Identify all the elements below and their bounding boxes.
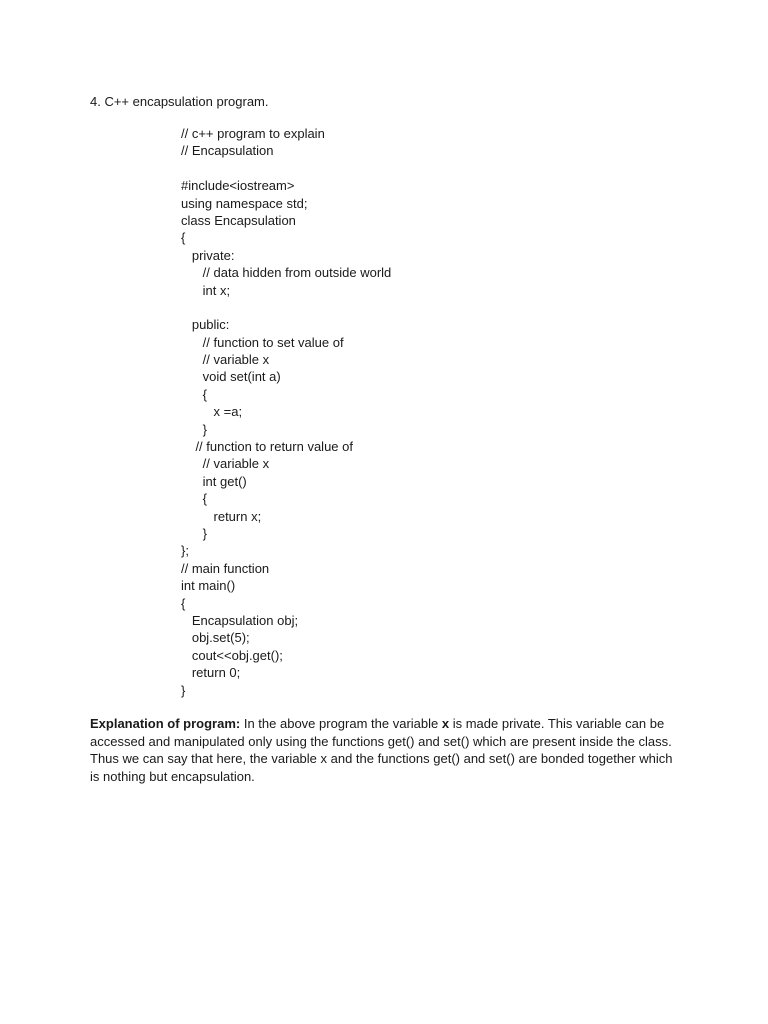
code-listing <box>181 125 391 699</box>
code-line: // data hidden from outside world <box>181 265 392 281</box>
explanation-label: Explanation of program: <box>90 716 241 731</box>
code-line: x =a; <box>181 404 243 420</box>
code-line: { <box>181 491 208 507</box>
code-line: } <box>181 682 186 698</box>
code-line: // c++ program to explain <box>181 126 325 141</box>
explanation-paragraph <box>90 715 680 785</box>
code-line: private: <box>181 247 235 263</box>
explanation-text-before: In the above program the variable <box>240 716 442 731</box>
code-line: // function to return value of <box>181 439 353 455</box>
code-line: #include<iostream> <box>181 178 295 194</box>
code-line: public: <box>181 317 230 333</box>
code-line: // main function <box>181 560 270 576</box>
code-line: // variable x <box>181 352 270 368</box>
code-line: { <box>181 595 186 611</box>
code-line: cout<<obj.get(); <box>181 647 283 663</box>
code-line: using namespace std; <box>181 195 308 211</box>
code-line: { <box>181 230 186 246</box>
code-line: int get() <box>181 473 247 489</box>
code-line <box>181 299 391 316</box>
code-line: } <box>181 525 208 541</box>
explanation-text-after: is made private. This variable can be accessed and manipulated only using the functions get() and set() which are present inside the class. Thus we can say that here, the variable x and the functions get() and set() are bonded together which is nothing but encapsulation. <box>90 716 673 784</box>
code-line: } <box>181 421 208 437</box>
code-line: // function to set value of <box>181 334 344 350</box>
code-line: Encapsulation obj; <box>181 612 299 628</box>
code-line: return 0; <box>181 665 241 681</box>
code-line: int x; <box>181 282 231 298</box>
code-line: // Encapsulation <box>181 143 274 159</box>
code-line: return x; <box>181 508 262 524</box>
section-heading: 4. C++ encapsulation program. <box>90 94 269 109</box>
code-line: }; <box>181 543 189 559</box>
code-line: obj.set(5); <box>181 630 250 646</box>
code-line: void set(int a) <box>181 369 281 385</box>
code-line <box>181 160 391 177</box>
explanation-variable: x <box>441 716 450 731</box>
code-line: // variable x <box>181 456 270 472</box>
code-line: int main() <box>181 578 236 594</box>
code-line: { <box>181 386 208 402</box>
code-line: class Encapsulation <box>181 212 296 228</box>
